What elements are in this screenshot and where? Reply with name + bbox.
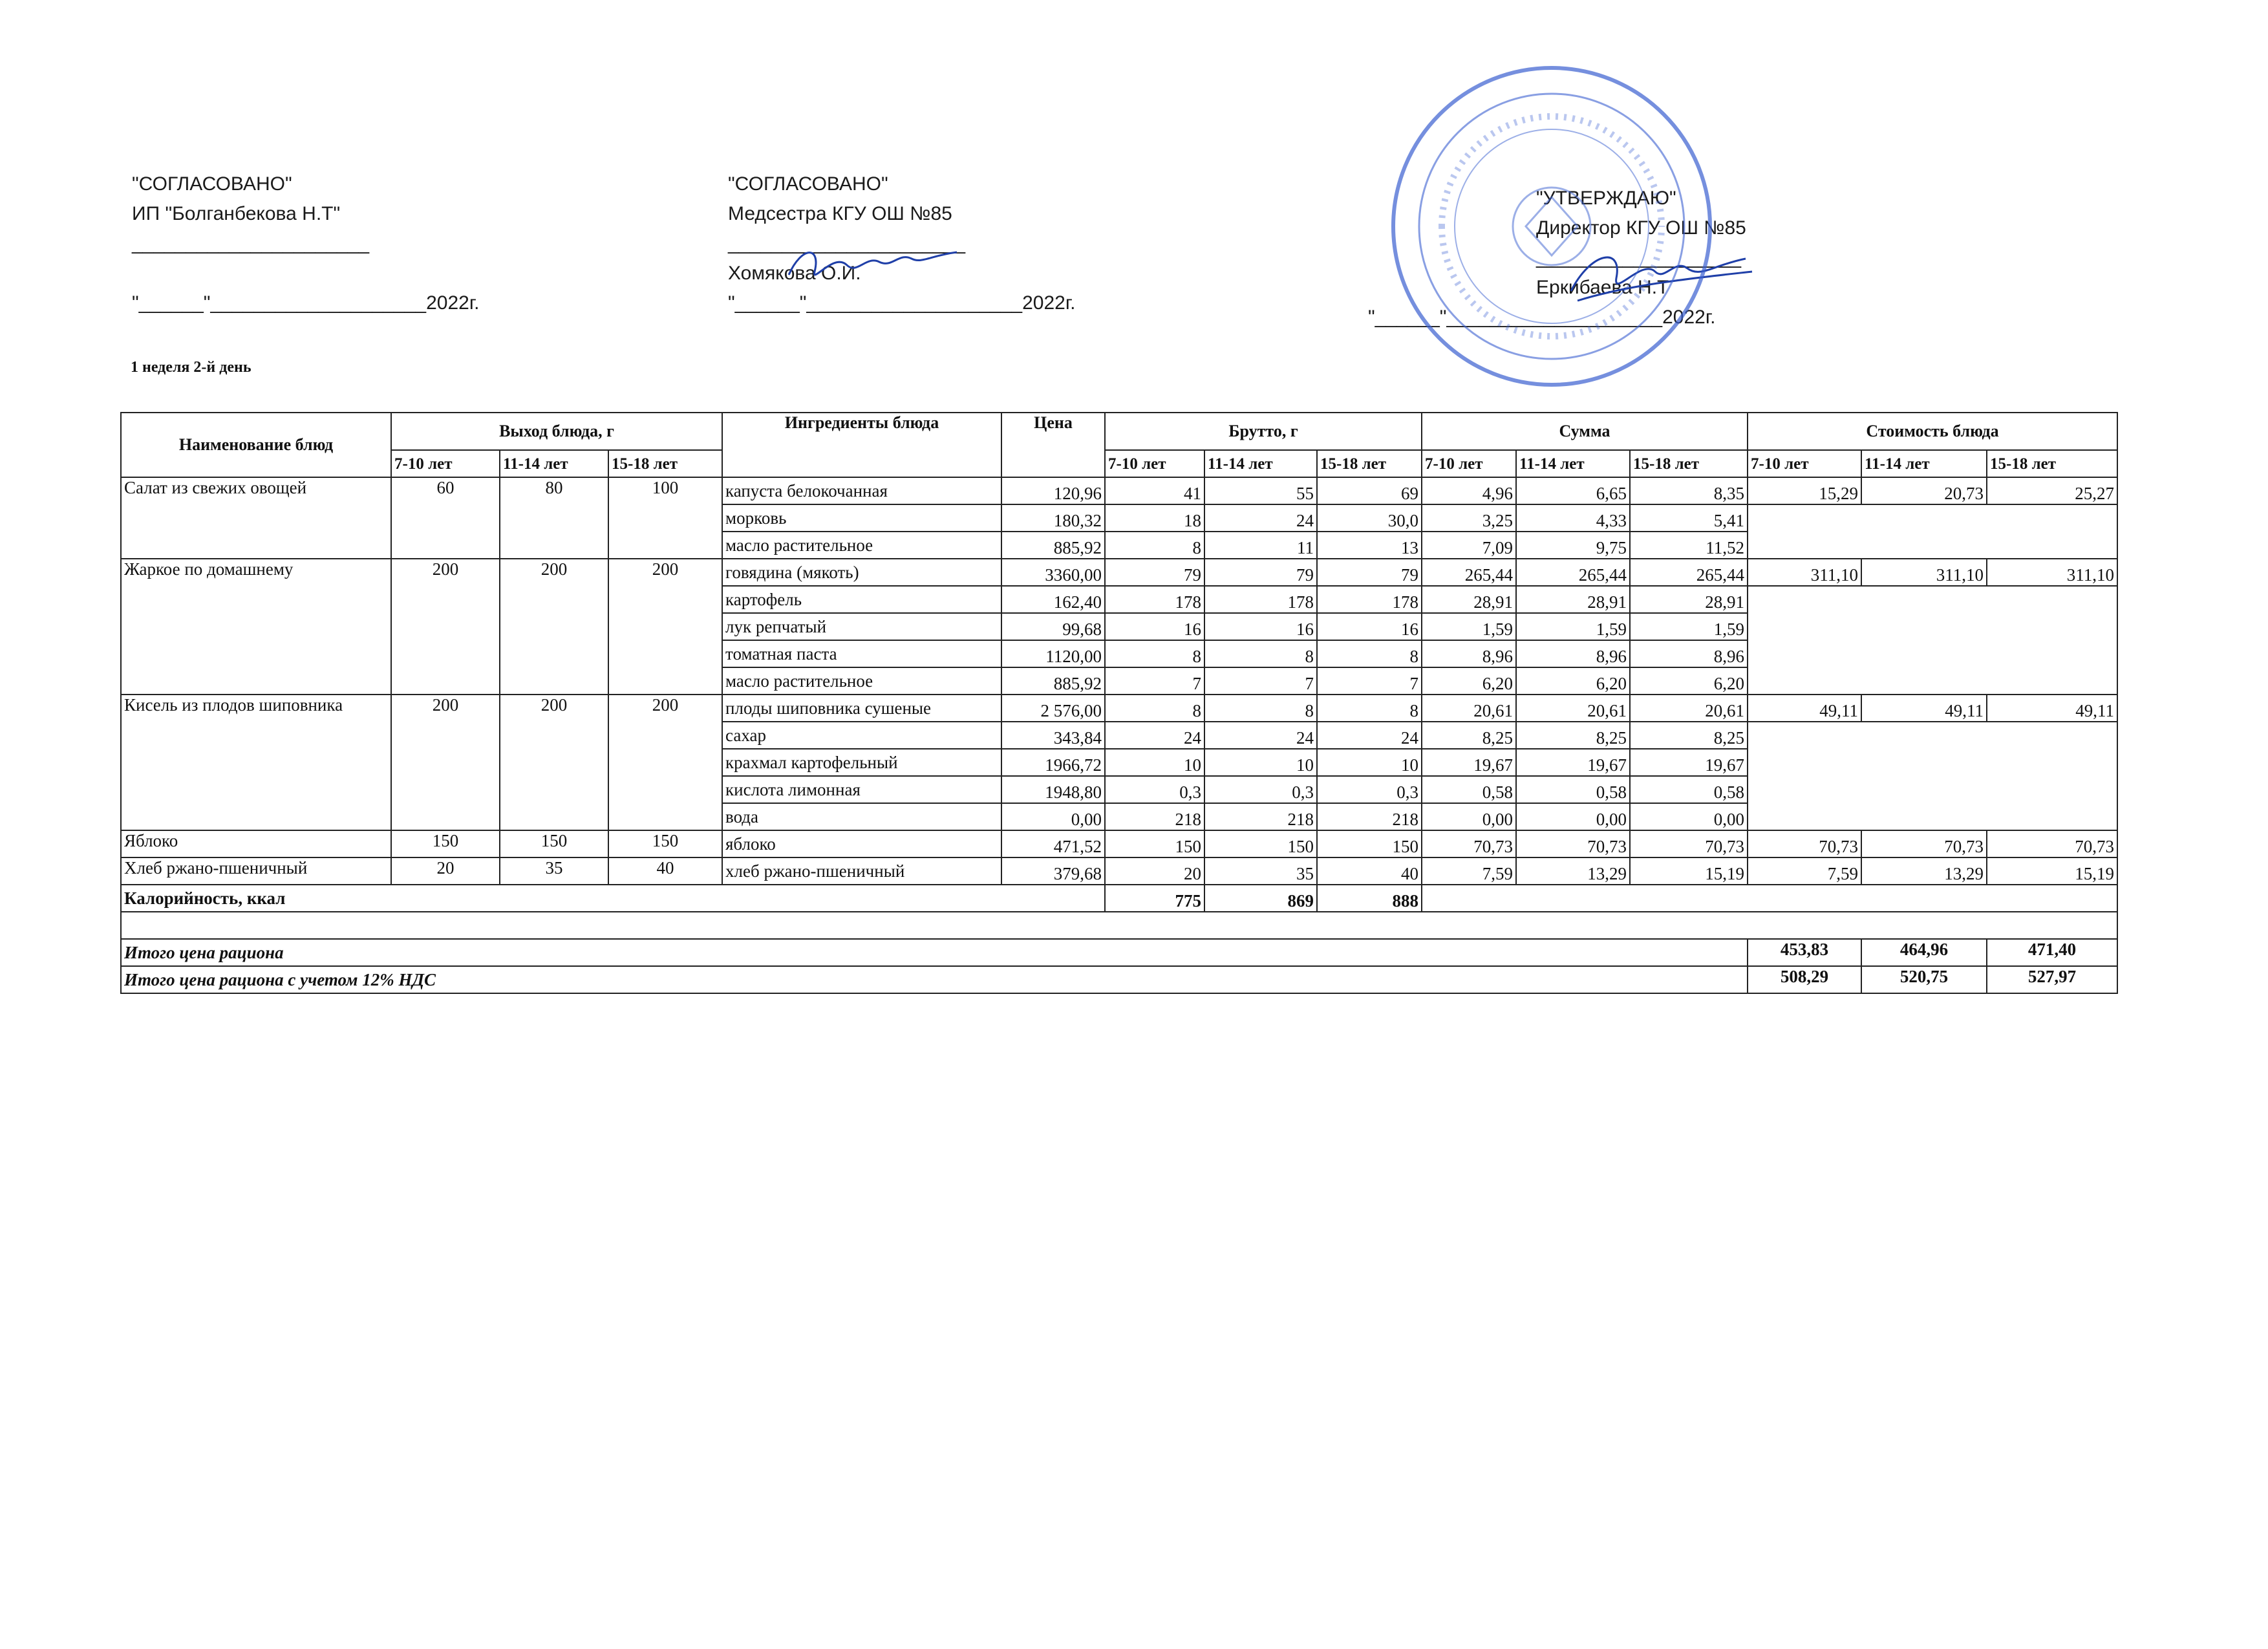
total-row [121, 939, 2117, 966]
ingredient-name: капуста белокочанная [722, 477, 1001, 504]
brutto-value: 16 [1204, 613, 1317, 640]
approval-name: Хомякова О.И. [728, 263, 861, 284]
approval-name: Еркибаева Н.Т [1536, 277, 1669, 298]
brutto-value: 79 [1204, 559, 1317, 586]
sum-value: 6,20 [1516, 667, 1630, 695]
table-row [121, 830, 2117, 857]
dish-output: 100 [608, 477, 722, 559]
total-vat-value: 508,29 [1748, 966, 1861, 993]
table-row [121, 559, 2117, 586]
brutto-value: 0,3 [1317, 776, 1422, 803]
spacer-row [121, 912, 2117, 939]
brutto-value: 20 [1105, 857, 1204, 885]
dish-name: Хлеб ржано-пшеничный [121, 857, 391, 885]
brutto-value: 218 [1317, 803, 1422, 830]
brutto-value: 178 [1204, 586, 1317, 613]
brutto-value: 79 [1105, 559, 1204, 586]
week-day-label: 1 неделя 2-й день [131, 359, 251, 376]
dish-output: 200 [391, 695, 500, 830]
col-header-dish: Наименование блюд [121, 413, 391, 477]
brutto-value: 24 [1204, 722, 1317, 749]
dish-cost: 311,10 [1987, 559, 2117, 586]
approval-line: Директор КГУ ОШ №85 [1536, 217, 1746, 239]
col-header-cost: Стоимость блюда [1748, 413, 2117, 450]
dish-cost: 7,59 [1748, 857, 1861, 885]
sum-value: 11,52 [1630, 532, 1748, 559]
table-row [121, 477, 2117, 504]
ingredient-name: яблоко [722, 830, 1001, 857]
total-vat-row [121, 966, 2117, 993]
sum-value: 8,25 [1630, 722, 1748, 749]
brutto-value: 150 [1204, 830, 1317, 857]
approval-date: "______"____________________2022г. [1368, 307, 1716, 328]
dish-output: 150 [391, 830, 500, 857]
brutto-value: 8 [1105, 532, 1204, 559]
dish-cost: 311,10 [1861, 559, 1987, 586]
brutto-value: 35 [1204, 857, 1317, 885]
ingredient-price: 120,96 [1001, 477, 1105, 504]
brutto-value: 13 [1317, 532, 1422, 559]
dish-cost: 20,73 [1861, 477, 1987, 504]
empty-cell [1748, 722, 2117, 830]
brutto-value: 24 [1105, 722, 1204, 749]
dish-output: 80 [500, 477, 608, 559]
sum-value: 20,61 [1516, 695, 1630, 722]
brutto-value: 150 [1105, 830, 1204, 857]
ingredient-name: томатная паста [722, 640, 1001, 667]
ingredient-name: сахар [722, 722, 1001, 749]
sum-value: 4,33 [1516, 504, 1630, 532]
ingredient-name: масло растительное [722, 532, 1001, 559]
sum-value: 1,59 [1516, 613, 1630, 640]
dish-cost: 49,11 [1987, 695, 2117, 722]
calories-value: 888 [1317, 885, 1422, 912]
sum-value: 70,73 [1630, 830, 1748, 857]
col-header-age: 15-18 лет [1317, 450, 1422, 477]
total-value: 471,40 [1987, 939, 2117, 966]
brutto-value: 16 [1105, 613, 1204, 640]
col-header-age: 11-14 лет [500, 450, 608, 477]
dish-output: 150 [500, 830, 608, 857]
brutto-value: 218 [1204, 803, 1317, 830]
sum-value: 0,58 [1630, 776, 1748, 803]
brutto-value: 218 [1105, 803, 1204, 830]
dish-name: Кисель из плодов шиповника [121, 695, 391, 830]
sum-value: 28,91 [1422, 586, 1516, 613]
sum-value: 19,67 [1630, 749, 1748, 776]
ingredient-price: 0,00 [1001, 803, 1105, 830]
dish-output: 200 [608, 559, 722, 695]
total-label: Итого цена рациона [121, 939, 1748, 966]
ingredient-price: 2 576,00 [1001, 695, 1105, 722]
sum-value: 13,29 [1516, 857, 1630, 885]
col-header-sum: Сумма [1422, 413, 1748, 450]
col-header-price: Цена [1001, 413, 1105, 477]
brutto-value: 178 [1105, 586, 1204, 613]
dish-output: 20 [391, 857, 500, 885]
sum-value: 8,96 [1630, 640, 1748, 667]
ingredient-name: крахмал картофельный [722, 749, 1001, 776]
ingredient-name: морковь [722, 504, 1001, 532]
brutto-value: 7 [1204, 667, 1317, 695]
dish-name: Жаркое по домашнему [121, 559, 391, 695]
sum-value: 70,73 [1422, 830, 1516, 857]
sum-value: 0,00 [1630, 803, 1748, 830]
calories-value: 775 [1105, 885, 1204, 912]
sum-value: 6,20 [1422, 667, 1516, 695]
dish-output: 200 [500, 559, 608, 695]
calories-label: Калорийность, ккал [121, 885, 1105, 912]
approval-block-left [132, 169, 479, 318]
brutto-value: 7 [1105, 667, 1204, 695]
empty-cell [121, 912, 2117, 939]
brutto-value: 79 [1317, 559, 1422, 586]
dish-cost: 70,73 [1748, 830, 1861, 857]
brutto-value: 8 [1204, 695, 1317, 722]
sum-value: 0,00 [1422, 803, 1516, 830]
col-header-age: 15-18 лет [608, 450, 722, 477]
dish-name: Яблоко [121, 830, 391, 857]
dish-output: 35 [500, 857, 608, 885]
signature-line: ______________________ [728, 233, 966, 254]
brutto-value: 0,3 [1105, 776, 1204, 803]
dish-cost: 49,11 [1748, 695, 1861, 722]
ingredient-name: говядина (мякоть) [722, 559, 1001, 586]
brutto-value: 69 [1317, 477, 1422, 504]
ingredient-name: кислота лимонная [722, 776, 1001, 803]
brutto-value: 30,0 [1317, 504, 1422, 532]
brutto-value: 8 [1204, 640, 1317, 667]
total-value: 464,96 [1861, 939, 1987, 966]
col-header-age: 7-10 лет [391, 450, 500, 477]
dish-output: 200 [500, 695, 608, 830]
sum-value: 19,67 [1516, 749, 1630, 776]
col-header-age: 15-18 лет [1630, 450, 1748, 477]
ingredient-price: 471,52 [1001, 830, 1105, 857]
sum-value: 8,25 [1422, 722, 1516, 749]
dish-cost: 70,73 [1861, 830, 1987, 857]
ingredient-price: 1120,00 [1001, 640, 1105, 667]
brutto-value: 7 [1317, 667, 1422, 695]
dish-output: 200 [608, 695, 722, 830]
dish-cost: 15,29 [1748, 477, 1861, 504]
dish-cost: 15,19 [1987, 857, 2117, 885]
sum-value: 20,61 [1422, 695, 1516, 722]
brutto-value: 10 [1105, 749, 1204, 776]
brutto-value: 0,3 [1204, 776, 1317, 803]
brutto-value: 16 [1317, 613, 1422, 640]
total-value: 453,83 [1748, 939, 1861, 966]
sum-value: 8,25 [1516, 722, 1630, 749]
signature-line: ___________________ [1536, 247, 1742, 268]
approval-line: ИП "Болганбекова Н.Т" [132, 203, 341, 224]
col-header-age: 11-14 лет [1204, 450, 1317, 477]
sum-value: 3,25 [1422, 504, 1516, 532]
sum-value: 15,19 [1630, 857, 1748, 885]
approval-date: "______"____________________2022г. [728, 292, 1076, 314]
sum-value: 0,58 [1422, 776, 1516, 803]
col-header-output: Выход блюда, г [391, 413, 722, 450]
calories-row [121, 885, 2117, 912]
brutto-value: 24 [1204, 504, 1317, 532]
sum-value: 6,20 [1630, 667, 1748, 695]
col-header-age: 15-18 лет [1987, 450, 2117, 477]
dish-output: 150 [608, 830, 722, 857]
sum-value: 28,91 [1516, 586, 1630, 613]
ingredient-price: 343,84 [1001, 722, 1105, 749]
total-vat-value: 520,75 [1861, 966, 1987, 993]
ingredient-name: плоды шиповника сушеные [722, 695, 1001, 722]
col-header-age: 11-14 лет [1516, 450, 1630, 477]
col-header-age: 7-10 лет [1422, 450, 1516, 477]
sum-value: 8,96 [1516, 640, 1630, 667]
brutto-value: 41 [1105, 477, 1204, 504]
empty-cell [1748, 586, 2117, 695]
dish-cost: 25,27 [1987, 477, 2117, 504]
ingredient-price: 885,92 [1001, 667, 1105, 695]
ingredient-price: 162,40 [1001, 586, 1105, 613]
sum-value: 265,44 [1630, 559, 1748, 586]
sum-value: 70,73 [1516, 830, 1630, 857]
ingredient-name: хлеб ржано-пшеничный [722, 857, 1001, 885]
dish-cost: 311,10 [1748, 559, 1861, 586]
ingredient-name: масло растительное [722, 667, 1001, 695]
approval-title: "УТВЕРЖДАЮ" [1536, 188, 1676, 209]
sum-value: 4,96 [1422, 477, 1516, 504]
col-header-age: 7-10 лет [1748, 450, 1861, 477]
signature-line: ______________________ [132, 233, 370, 254]
total-vat-label: Итого цена рациона с учетом 12% НДС [121, 966, 1748, 993]
col-header-ingredients: Ингредиенты блюда [722, 413, 1001, 477]
sum-value: 19,67 [1422, 749, 1516, 776]
col-header-brutto: Брутто, г [1105, 413, 1422, 450]
col-header-age: 11-14 лет [1861, 450, 1987, 477]
total-vat-value: 527,97 [1987, 966, 2117, 993]
dish-output: 60 [391, 477, 500, 559]
ingredient-price: 3360,00 [1001, 559, 1105, 586]
dish-cost: 70,73 [1987, 830, 2117, 857]
dish-cost: 49,11 [1861, 695, 1987, 722]
sum-value: 7,09 [1422, 532, 1516, 559]
empty-cell [1748, 504, 2117, 559]
brutto-value: 18 [1105, 504, 1204, 532]
brutto-value: 8 [1105, 695, 1204, 722]
table-row [121, 695, 2117, 722]
menu-table-body [121, 477, 2117, 885]
school-seal-stamp [1384, 58, 1720, 394]
approval-line: Медсестра КГУ ОШ №85 [728, 203, 952, 224]
sum-value: 28,91 [1630, 586, 1748, 613]
brutto-value: 10 [1204, 749, 1317, 776]
ingredient-price: 1948,80 [1001, 776, 1105, 803]
menu-table [120, 412, 2118, 994]
table-row [121, 857, 2117, 885]
sum-value: 8,96 [1422, 640, 1516, 667]
brutto-value: 150 [1317, 830, 1422, 857]
brutto-value: 178 [1317, 586, 1422, 613]
approval-title: "СОГЛАСОВАНО" [728, 173, 888, 195]
sum-value: 7,59 [1422, 857, 1516, 885]
sum-value: 8,35 [1630, 477, 1748, 504]
brutto-value: 24 [1317, 722, 1422, 749]
dish-cost: 13,29 [1861, 857, 1987, 885]
brutto-value: 11 [1204, 532, 1317, 559]
sum-value: 6,65 [1516, 477, 1630, 504]
ingredient-price: 99,68 [1001, 613, 1105, 640]
brutto-value: 8 [1317, 640, 1422, 667]
dish-output: 200 [391, 559, 500, 695]
brutto-value: 40 [1317, 857, 1422, 885]
col-header-age: 7-10 лет [1105, 450, 1204, 477]
approval-date: "______"____________________2022г. [132, 292, 480, 314]
brutto-value: 8 [1317, 695, 1422, 722]
sum-value: 1,59 [1422, 613, 1516, 640]
sum-value: 265,44 [1516, 559, 1630, 586]
signature-middle [776, 239, 970, 291]
sum-value: 0,00 [1516, 803, 1630, 830]
dish-output: 40 [608, 857, 722, 885]
sum-value: 1,59 [1630, 613, 1748, 640]
sum-value: 5,41 [1630, 504, 1748, 532]
sum-value: 9,75 [1516, 532, 1630, 559]
ingredient-price: 379,68 [1001, 857, 1105, 885]
ingredient-price: 180,32 [1001, 504, 1105, 532]
brutto-value: 8 [1105, 640, 1204, 667]
ingredient-name: лук репчатый [722, 613, 1001, 640]
ingredient-name: картофель [722, 586, 1001, 613]
ingredient-name: вода [722, 803, 1001, 830]
approval-title: "СОГЛАСОВАНО" [132, 173, 292, 195]
ingredient-price: 885,92 [1001, 532, 1105, 559]
brutto-value: 55 [1204, 477, 1317, 504]
sum-value: 265,44 [1422, 559, 1516, 586]
empty-cell [1422, 885, 2117, 912]
menu-table-footer [121, 885, 2117, 993]
calories-value: 869 [1204, 885, 1317, 912]
brutto-value: 10 [1317, 749, 1422, 776]
sum-value: 0,58 [1516, 776, 1630, 803]
ingredient-price: 1966,72 [1001, 749, 1105, 776]
sum-value: 20,61 [1630, 695, 1748, 722]
dish-name: Салат из свежих овощей [121, 477, 391, 559]
